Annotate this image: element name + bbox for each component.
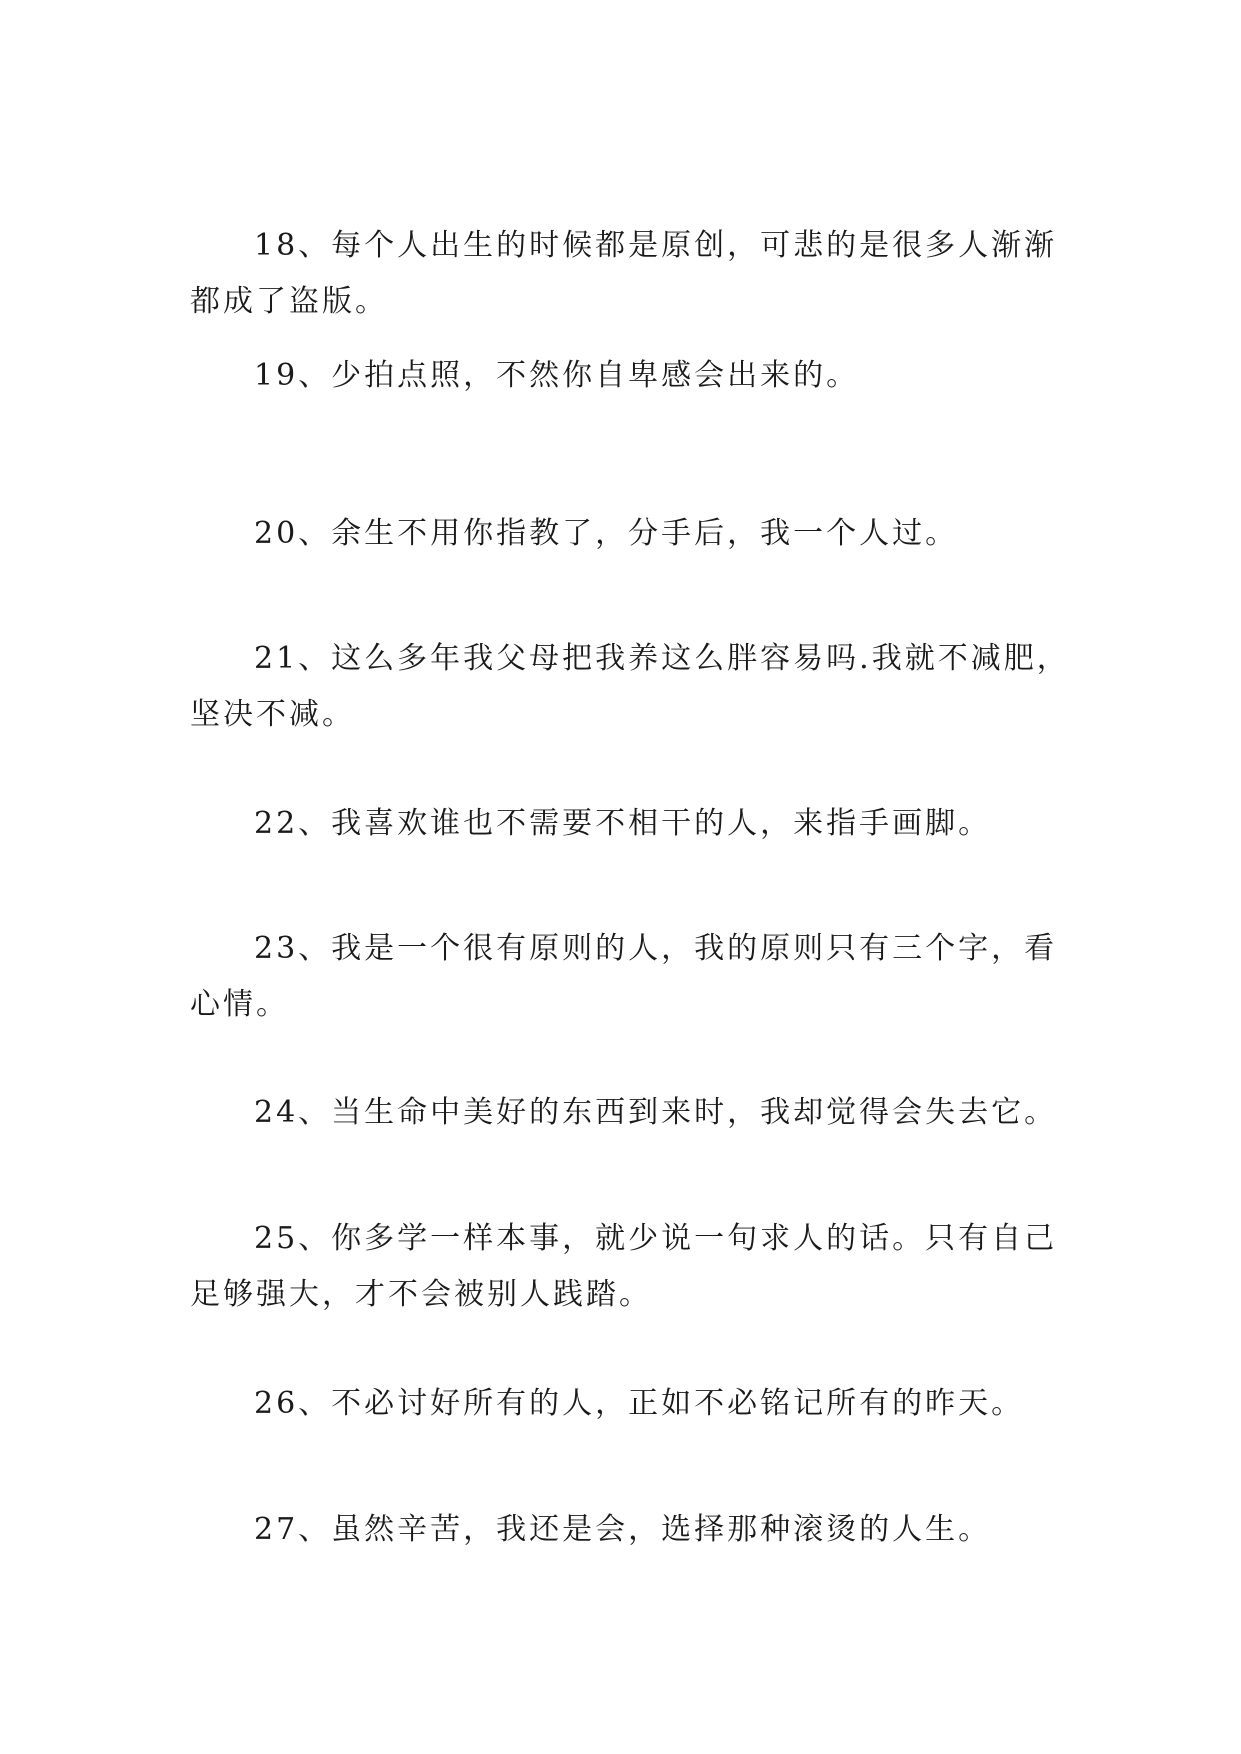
paragraph-20: 20、余生不用你指教了，分手后，我一个人过。	[254, 516, 959, 551]
paragraph-18: 18、每个人出生的时候都是原创，可悲的是很多人渐渐都成了盗版。	[190, 228, 1058, 319]
paragraph-21: 21、这么多年我父母把我养这么胖容易吗.我就不减肥，坚决不减。	[190, 641, 1070, 732]
paragraph-22: 22、我喜欢谁也不需要不相干的人，来指手画脚。	[254, 806, 992, 841]
paragraph-24: 24、当生命中美好的东西到来时，我却觉得会失去它。	[254, 1095, 1058, 1130]
paragraph-25: 25、你多学一样本事，就少说一句求人的话。只有自己足够强大，才不会被别人践踏。	[190, 1221, 1058, 1312]
paragraph-26: 26、不必讨好所有的人，正如不必铭记所有的昨天。	[254, 1386, 1025, 1421]
paragraph-23: 23、我是一个很有原则的人，我的原则只有三个字，看心情。	[190, 931, 1058, 1022]
paragraph-19: 19、少拍点照，不然你自卑感会出来的。	[254, 358, 860, 393]
paragraph-27: 27、虽然辛苦，我还是会，选择那种滚烫的人生。	[254, 1512, 992, 1547]
